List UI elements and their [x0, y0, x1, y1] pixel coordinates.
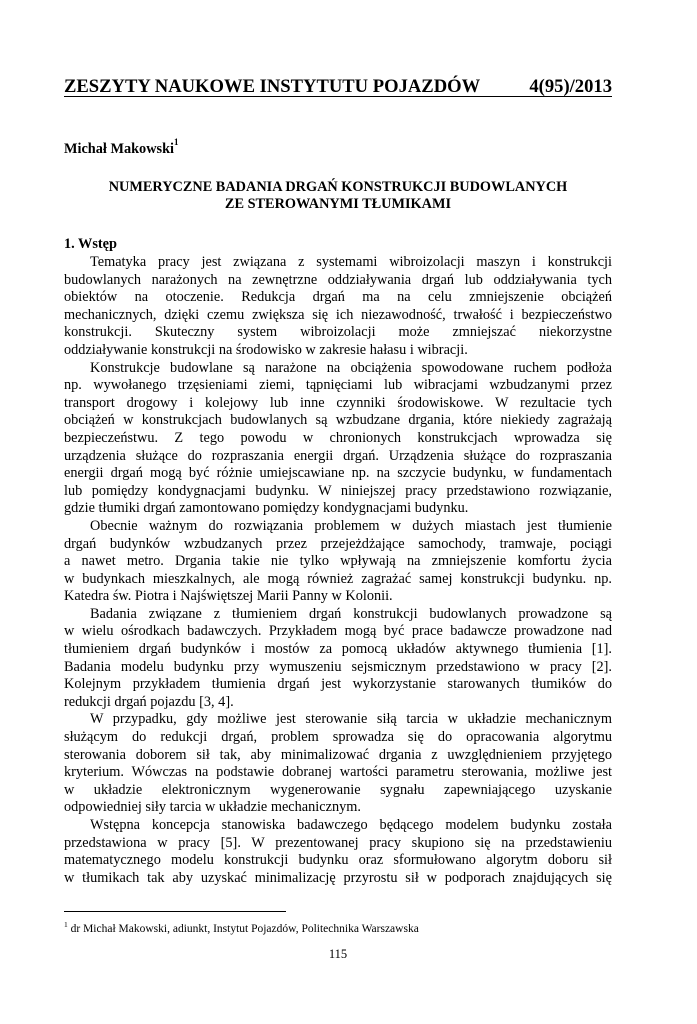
- body-line: bezpieczeństwu. Z tego powodu w chronionych konstrukcjach wprowadza się: [64, 429, 612, 446]
- body-line: w tłumikach tak aby uzyskać minimalizację przyrostu sił w podporach znajdujących się: [64, 869, 612, 886]
- body-line: w budynkach mieszkalnych, ale mogą również zagrażać samej konstrukcji budynku. np.: [64, 570, 612, 587]
- header-underline: [64, 96, 612, 97]
- body-line: Tematyka pracy jest związana z systemami wibroizolacji maszyn i konstrukcji: [90, 254, 612, 270]
- title-line-1: NUMERYCZNE BADANIA DRGAŃ KONSTRUKCJI BUDOWLANYCH: [108, 179, 568, 195]
- body-line: W przypadku, gdy możliwe jest sterowanie siłą tarcia w układzie mechanicznym: [90, 711, 612, 728]
- page-number: 115: [328, 947, 348, 961]
- body-line: Wstępna koncepcja stanowiska badawczego będącego modelem budynku została: [90, 817, 612, 833]
- footnote: [64, 920, 419, 935]
- body-line: przedstawiona w pracy [5]. W prezentowanej pracy skupiono się na przedstawieniu: [64, 834, 612, 851]
- body-line: odpowiedniej siły tarcia w układzie mechanicznym.: [64, 799, 361, 816]
- body-line: konstrukcji. Skuteczny system wibroizolacji może zmniejszać niekorzystne: [64, 324, 612, 341]
- body-line: mechanicznych, dzięki czemu zwiększa się ich niezawodność, trwałość i bezpieczeństwo: [64, 306, 612, 323]
- body-line: Kolejnym przykładem tłumienia drgań jest wykorzystanie starowanych tłumików do: [64, 676, 612, 693]
- author-name: Michał Makowski: [64, 140, 175, 157]
- body-line: urządzenia służące do rozpraszania energii drgań. Urządzenia służące do rozpraszania: [64, 447, 612, 464]
- body-line: matematycznego modelu konstrukcji budynku oraz sformułowano algorytm doboru sił: [64, 852, 612, 869]
- author-footnote-mark: 1: [174, 137, 179, 147]
- body-line: a nawet metro. Drgania takie nie tylko wpływają na zmniejszenie komfortu życia: [64, 553, 612, 570]
- body-line: kryterium. Wówczas na podstawie dobranej wartości parametru sterowania, możliwe jest: [64, 764, 612, 781]
- footnote-mark: 1: [64, 920, 68, 929]
- body-line: budowlanych narażonych na zewnętrzne oddziaływania drgań lub oddziaływania tych: [64, 271, 612, 288]
- body-line: Badania modelu budynku przy wymuszeniu sejsmicznym przedstawiono w pracy [2].: [64, 658, 612, 675]
- footnote-separator: [64, 911, 286, 912]
- body-line: tłumieniem drgań budynków i mostów za pomocą układów aktywnego tłumienia [1].: [64, 641, 612, 658]
- paper-title: [64, 179, 612, 213]
- body-line: gdzie tłumiki drgań zamontowano pomiędzy kondygnacjami budynku.: [64, 500, 469, 517]
- body-line: np. wywołanego trzęsieniami ziemi, tąpnięciami lub wibracjami wzbudzanymi przez: [64, 377, 612, 394]
- body-line: transport drogowy i kolejowy lub inne czynniki środowiskowe. W rezultacie tych: [64, 394, 612, 411]
- issue-number: 4(95)/2013: [529, 76, 612, 97]
- body-line: Obecnie ważnym do rozwiązania problemem w dużych miastach jest tłumienie: [90, 517, 612, 534]
- body-line: Badania związane z tłumieniem drgań konstrukcji budowlanych prowadzone są: [90, 605, 612, 622]
- body-line: obiektów na otoczenie. Redukcja drgań ma na celu zmniejszenie obciążeń: [64, 289, 612, 306]
- author: [64, 139, 179, 158]
- body-text: [64, 254, 612, 887]
- body-line: redukcji drgań pojazdu [3, 4].: [64, 693, 234, 710]
- footnote-text: dr Michał Makowski, adiunkt, Instytut Pojazdów, Politechnika Warszawska: [70, 922, 419, 935]
- body-line: oddziaływanie konstrukcji na środowisko w zakresie hałasu i wibracji.: [64, 341, 468, 358]
- body-line: Konstrukcje budowlane są narażone na obciążenia spowodowane ruchem podłoża: [90, 359, 612, 376]
- journal-title: ZESZYTY NAUKOWE INSTYTUTU POJAZDÓW: [64, 76, 481, 97]
- body-line: sterowania doborem sił tak, aby minimalizować drgania z uwzględnieniem przyjętego: [64, 746, 612, 763]
- body-line: energii drgań mogą być różnie umiejscawiane np. na szczycie budynku, w fundamentach: [64, 465, 612, 482]
- body-line: drgań budynków wzbudzanych przez przejeżdżające samochody, tramwaje, pociągi: [64, 535, 612, 552]
- title-line-2: ZE STEROWANYMI TŁUMIKAMI: [224, 196, 452, 212]
- body-line: służącym do redukcji drgań, problem sprowadza się do opracowania algorytmu: [64, 729, 612, 746]
- body-line: lub pomiędzy kondygnacjami budynku. W niniejszej pracy przedstawiono rozwiązanie,: [64, 482, 612, 499]
- body-line: Katedra św. Piotra i Najświętszej Marii Panny w Kolonii.: [64, 588, 393, 605]
- body-line: obciążeń w konstrukcjach budowlanych są wzbudzane drgania, które niekiedy zagrażają: [64, 412, 612, 429]
- body-line: w układzie elektronicznym wygenerowanie sygnału zapewniającego uzyskanie: [64, 781, 612, 798]
- section-heading: 1. Wstęp: [64, 236, 117, 252]
- body-line: w wielu ośrodkach badawczych. Przykładem mogą być prace badawcze prowadzone nad: [64, 623, 612, 640]
